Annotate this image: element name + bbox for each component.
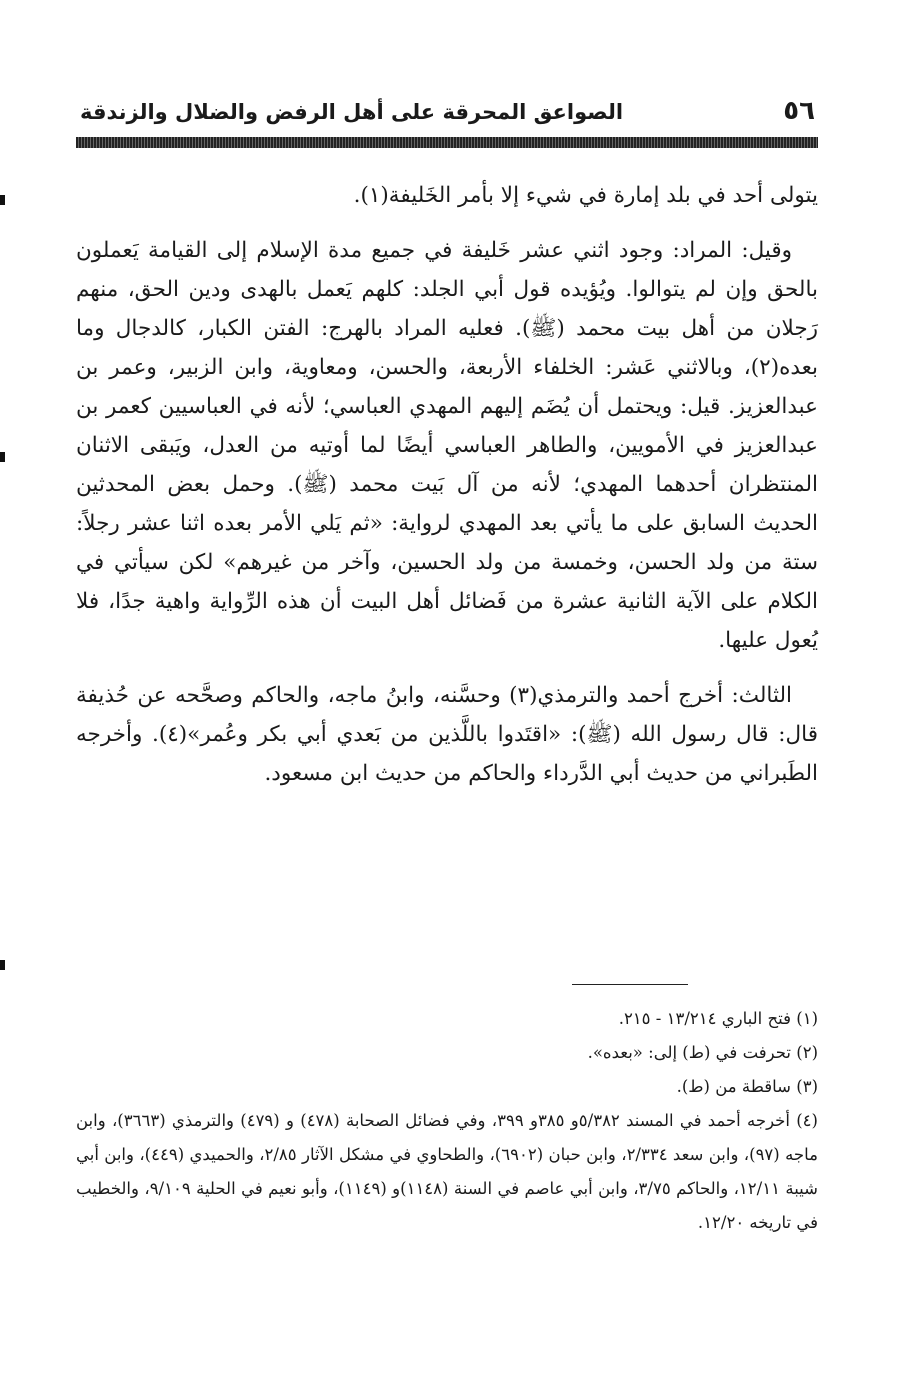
page-header <box>80 94 815 130</box>
footnotes <box>76 1002 818 1240</box>
main-text <box>76 176 818 809</box>
footnote-4: (٤) أخرجه أحمد في المسند ٥/٣٨٢و ٣٨٥و ٣٩٩، وفي فضائل الصحابة (٤٧٨) و (٤٧٩) والترمذي (٣٦٦٣)، وابن ماجه (٩٧)، وابن سعد ٢/٣٣٤، وابن حبان (٦٩٠٢)، والطحاوي في مشكل الآثار ٢/٨٥، والحميدي (٤٤٩)، وابن أبي شيبة ١٢/١١، والحاكم ٣/٧٥، وابن أبي عاصم في السنة (١١٤٨)و (١١٤٩)، وأبو نعيم في الحلية ٩/١٠٩، والخطيب في تاريخه ١٢/٢٠. <box>76 1111 818 1232</box>
footnote-separator <box>572 984 688 985</box>
scan-edge-mark <box>0 452 5 462</box>
header-rule <box>76 137 818 148</box>
paragraph-3: الثالث: أخرج أحمد والترمذي(٣) وحسَّنه، وابنُ ماجه، والحاكم وصحَّحه عن حُذيفة قال: قال رسول الله (ﷺ): «اقتَدوا باللَّذين من بَعدي أبي بكر وعُمر»(٤). وأخرجه الطَبراني من حديث أبي الدَّرداء والحاكم من حديث ابن مسعود. <box>76 683 818 786</box>
footnote-2: (٢) تحرفت في (ط) إلى: «بعده». <box>587 1043 818 1062</box>
paragraph-2: وقيل: المراد: وجود اثني عشر خَليفة في جميع مدة الإسلام إلى القيامة يَعملون بالحق وإن لم يتوالوا. ويُؤيده قول أبي الجلد: كلهم يَعمل بالهدى ودين الحق، منهم رَجلان من أهل بيت محمد (ﷺ). فعليه المراد بالهرج: الفتن الكبار، كالدجال وما بعده(٢)، وبالاثني عَشر: الخلفاء الأربعة، والحسن، ومعاوية، وابن الزبير، وعمر بن عبدالعزيز. قيل: ويحتمل أن يُضَم إليهم المهدي العباسي؛ لأنه في العباسيين كعمر بن عبدالعزيز في الأمويين، والطاهر العباسي أيضًا لما أوتيه من العدل، ويَبقى الاثنان المنتظران أحدهما المهدي؛ لأنه من آل بَيت محمد (ﷺ). وحمل بعض المحدثين الحديث السابق على ما يأتي بعد المهدي لرواية: «ثم يَلي الأمر بعده اثنا عشر رجلاً: ستة من ولد الحسن، وخمسة من ولد الحسين، وآخر من غيرهم» لكن سيأتي في الكلام على الآية الثانية عشرة من فَضائل أهل البيت أن هذه الرِّواية واهية جدًا، فلا يُعول عليها. <box>76 238 818 653</box>
footnote-1: (١) فتح الباري ١٣/٢١٤ - ٢١٥. <box>618 1009 818 1028</box>
page-number: ٥٦ <box>783 96 815 126</box>
paragraph-1: يتولى أحد في بلد إمارة في شيء إلا بأمر الخَليفة(١). <box>353 183 818 208</box>
footnote-3: (٣) ساقطة من (ط). <box>676 1077 818 1096</box>
running-title: الصواعق المحرقة على أهل الرفض والضلال والزندقة <box>80 100 624 124</box>
scan-edge-mark <box>0 195 5 205</box>
scan-edge-mark <box>0 960 5 970</box>
